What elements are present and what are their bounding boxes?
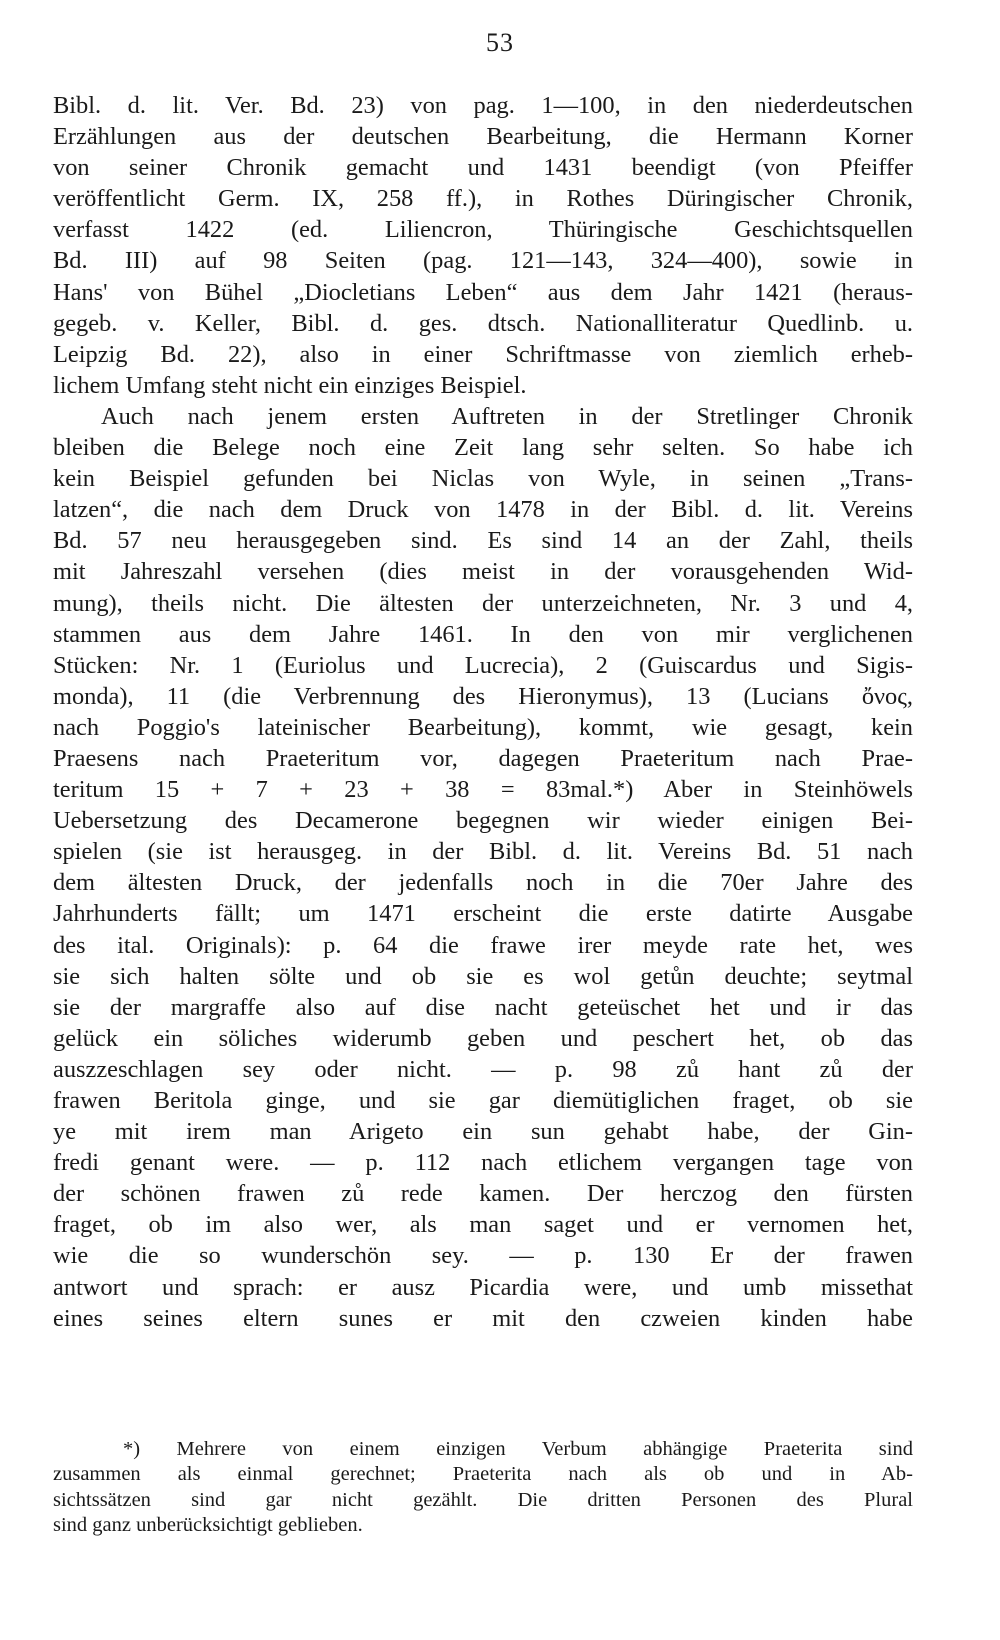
text-line: sie sich halten sölte und ob sie es wol getůn deuchte; seytmal	[53, 962, 913, 990]
page-number: 53	[486, 28, 514, 57]
body-text	[53, 90, 913, 1334]
text-line: Auch nach jenem ersten Auftreten in der Stretlinger Chronik	[101, 402, 913, 430]
text-line: wie die so wunderschön sey. — p. 130 Er der frawen	[53, 1242, 913, 1270]
footnote	[53, 1437, 913, 1539]
text-line: nach Poggio's lateinischer Bearbeitung), kommt, wie gesagt, kein	[53, 713, 913, 741]
text-line: kein Beispiel gefunden bei Niclas von Wyle, in seinen „Trans-	[53, 465, 913, 493]
text-line: lichem Umfang steht nicht ein einziges Beispiel.	[53, 371, 527, 399]
text-line: Bibl. d. lit. Ver. Bd. 23) von pag. 1—100, in den niederdeutschen	[53, 92, 913, 119]
text-line: sie der margraffe also auf dise nacht geteüschet het und ir das	[53, 993, 913, 1021]
text-line: Praesens nach Praeteritum vor, dagegen Praeteritum nach Prae-	[53, 744, 913, 772]
footnote-line: zusammen als einmal gerechnet; Praeterita nach als ob und in Ab-	[53, 1463, 913, 1486]
text-line: auszzeschlagen sey oder nicht. — p. 98 zů hant zů der	[53, 1055, 913, 1083]
text-line: gelück ein söliches widerumb geben und peschert het, ob das	[53, 1024, 913, 1052]
text-line: Leipzig Bd. 22), also in einer Schriftmasse von ziemlich erheb-	[53, 340, 913, 368]
text-line: eines seines eltern sunes er mit den czweien kinden habe	[53, 1304, 913, 1332]
text-line: Jahrhunderts fällt; um 1471 erscheint die erste datirte Ausgabe	[53, 900, 913, 928]
text-line: fraget, ob im also wer, als man saget und er vernomen het,	[53, 1211, 913, 1239]
text-line: frawen Beritola ginge, und sie gar diemütiglichen fraget, ob sie	[53, 1087, 913, 1114]
text-line: spielen (sie ist herausgeg. in der Bibl. d. lit. Vereins Bd. 51 nach	[53, 838, 913, 866]
footnote-line: *) Mehrere von einem einzigen Verbum abhängige Praeterita sind	[123, 1438, 913, 1460]
text-line: mit Jahreszahl versehen (dies meist in der vorausgehenden Wid-	[53, 558, 913, 586]
text-line: Bd. III) auf 98 Seiten (pag. 121—143, 324—400), sowie in	[53, 247, 913, 275]
text-line: veröffentlicht Germ. IX, 258 ff.), in Rothes Düringischer Chronik,	[53, 185, 913, 213]
text-line: antwort und sprach: er ausz Picardia were, und umb missethat	[53, 1273, 913, 1301]
text-line: des ital. Originals): p. 64 die frawe irer meyde rate het, wes	[53, 931, 913, 959]
text-line: Hans' von Bühel „Diocletians Leben“ aus dem Jahr 1421 (heraus-	[53, 278, 913, 306]
text-line: Stücken: Nr. 1 (Euriolus und Lucrecia), 2 (Guiscardus und Sigis-	[53, 651, 913, 679]
text-line: verfasst 1422 (ed. Liliencron, Thüringische Geschichtsquellen	[53, 216, 913, 244]
text-line: ye mit irem man Arigeto ein sun gehabt habe, der Gin-	[53, 1118, 913, 1146]
text-line: Erzählungen aus der deutschen Bearbeitung, die Hermann Korner	[53, 123, 913, 151]
text-line: mung), theils nicht. Die ältesten der unterzeichneten, Nr. 3 und 4,	[53, 589, 913, 617]
text-line: Bd. 57 neu herausgegeben sind. Es sind 14 an der Zahl, theils	[53, 527, 913, 555]
text-line: teritum 15 + 7 + 23 + 38 = 83mal.*) Aber in Steinhöwels	[53, 776, 913, 804]
text-line: der schönen frawen zů rede kamen. Der herczog den fürsten	[53, 1180, 913, 1208]
text-line: gegeb. v. Keller, Bibl. d. ges. dtsch. Nationalliteratur Quedlinb. u.	[53, 309, 913, 337]
text-line: stammen aus dem Jahre 1461. In den von mir verglichenen	[53, 620, 913, 648]
text-line: Uebersetzung des Decamerone begegnen wir wieder einigen Bei-	[53, 807, 913, 835]
text-line: fredi genant were. — p. 112 nach etlichem vergangen tage von	[53, 1149, 913, 1177]
text-line: monda), 11 (die Verbrennung des Hieronymus), 13 (Lucians ὄνος,	[53, 682, 913, 710]
footnote-line: sind ganz unberücksichtigt geblieben.	[53, 1514, 363, 1537]
text-line: bleiben die Belege noch eine Zeit lang sehr selten. So habe ich	[53, 434, 913, 462]
text-line: latzen“, die nach dem Druck von 1478 in der Bibl. d. lit. Vereins	[53, 496, 913, 524]
text-line: von seiner Chronik gemacht und 1431 beendigt (von Pfeiffer	[53, 154, 913, 182]
footnote-line: sichtssätzen sind gar nicht gezählt. Die dritten Personen des Plural	[53, 1488, 913, 1511]
text-line: dem ältesten Druck, der jedenfalls noch in die 70er Jahre des	[53, 869, 913, 897]
